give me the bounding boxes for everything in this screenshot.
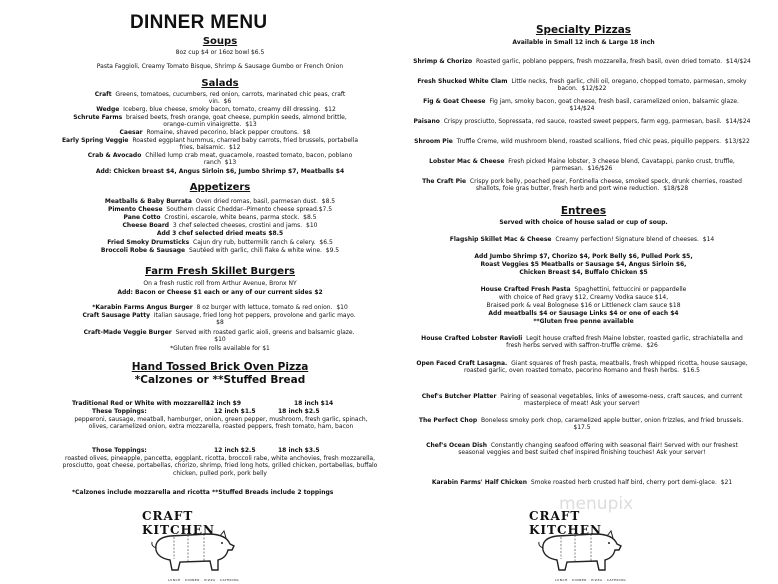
pizza-craft-pie: The Craft Pie Crispy pork belly, poached pear, Fontinella cheese, smoked speck, drunk cherries, roasted shallots, foie gras butter, fresh herb and port wine reduction. $18/$28	[422, 178, 742, 193]
craft-kitchen-logo	[128, 500, 258, 584]
specialty-sizes: Available in Small 12 inch & Large 18 inch	[512, 39, 655, 46]
app-broccoli-robe: Broccoli Robe & Sausage Sautéed with garlic, chili flake & white wine. $9.5	[100, 247, 340, 254]
salads-add-proteins: Add: Chicken breast $4, Angus Sirloin $6, Jumbo Shrimp $7, Meatballs $4	[95, 168, 345, 175]
pizza-these-18: 18 inch $2.5	[278, 408, 320, 415]
burger-veggie: Craft-Made Veggie Burger Served with roasted garlic aioli, greens and balsamic glaze. $10	[83, 329, 355, 344]
salad-schrute: Schrute Farms braised beets, fresh orange, goat cheese, pumpkin seeds, almond brittle, orange-cumin vinaigrette. $13	[73, 114, 347, 129]
pizza-lobster-mac: Lobster Mac & Cheese Fresh picked Maine lobster, 3 cheese blend, Cavatappi, panko crust, truffle, parmesan. $16/$26	[429, 158, 735, 173]
app-cheese-board: Cheese Board 3 chef selected cheeses, crostini and jams. $10	[122, 222, 318, 229]
flagship-add-1: Add Jumbo Shrimp $7, Chorizo $4, Pork Belly $6, Pulled Pork $5,	[474, 253, 693, 260]
burgers-heading: Farm Fresh Skillet Burgers	[145, 266, 295, 277]
pizza-those-18: 18 inch $3.5	[278, 447, 320, 454]
calzone-heading: *Calzones or **Stuffed Bread	[134, 374, 306, 386]
logo-tagline-right: LUNCH · DINNER · PIZZA · CATERING	[555, 578, 627, 582]
salad-crab-avocado: Crab & Avocado Chilled lump crab meat, guacamole, roasted tomato, bacon, poblano ranch $13	[87, 152, 353, 167]
salad-wedge: Wedge Iceberg, blue cheese, smoky bacon, tomato, creamy dill dressing. $12	[96, 106, 336, 113]
pizza-traditional-12: 12 inch $9	[206, 400, 242, 407]
entree-fresh-pasta: House Crafted Fresh Pasta Spaghettini, fettuccini or pappardelle	[480, 286, 687, 293]
pizza-toppings-list-2: roasted olives, pineapple, pancetta, eggplant, ricotta, broccoli rabe, white anchovies, fresh mozzarella, prosciutto, goat cheese, portabellas, chorizo, shrimp, fried long hots, grilled chicken, portabellas, buffalo chicken, pulled pork, pork belly	[62, 455, 378, 477]
menu-title: DINNER MENU	[130, 12, 268, 33]
pizza-these-toppings: These Toppings:	[92, 408, 147, 415]
entree-ocean-dish: Chef's Ocean Dish Constantly changing seafood offering with seasonal flair! Served with our freshest seasonal veggies and best suited chef inspired finishing touches! Ask your server!	[426, 442, 738, 457]
burger-karabin: *Karabin Farms Angus Burger 8 oz burger with lettuce, tomato & red onion. $10	[92, 304, 348, 311]
pizza-shroom: Shroom Pie Truffle Creme, wild mushroom blend, roasted scallions, fried chic peas, piquillo peppers. $13/$22	[414, 138, 750, 145]
salads-heading: Salads	[201, 78, 239, 89]
salad-caesar: Caesar Romaine, shaved pecorino, black pepper croutons. $8	[119, 129, 311, 136]
app-meatballs: Meatballs & Baby Burrata Oven dried romas, basil, parmesan dust. $8.5	[104, 198, 336, 205]
burger-sausage-patty: Craft Sausage Patty Italian sausage, fried long hot peppers, provolone and garlic mayo. $8	[82, 312, 356, 327]
logo-tagline: LUNCH · DINNER · PIZZA · CATERING	[168, 578, 240, 582]
watermark: menupix	[559, 494, 634, 514]
appetizers-heading: Appetizers	[189, 182, 251, 193]
pizza-shrimp-chorizo: Shrimp & Chorizo Roasted garlic, poblano peppers, fresh mozzarella, fresh basil, oven dried tomato. $14/$24	[413, 58, 751, 65]
pizza-these-12: 12 inch $1.5	[214, 408, 256, 415]
entree-flagship-mac: Flagship Skillet Mac & Cheese Creamy perfection! Signature blend of cheeses. $14	[449, 236, 715, 243]
entree-craft-lasagna: Open Faced Craft Lasagna. Giant squares of fresh pasta, meatballs, fresh whipped ricotta, house sausage, roasted garlic, oven roasted tomato, pecorino Romano and fresh herbs. $16.5	[416, 360, 748, 375]
pizza-heading: Hand Tossed Brick Oven Pizza	[131, 361, 309, 373]
craft-kitchen-logo-right	[519, 500, 649, 584]
flagship-add-3: Chicken Breast $4, Buffalo Chicken $5	[519, 269, 648, 276]
pizza-those-toppings: Those Toppings:	[92, 447, 147, 454]
pig-icon	[148, 528, 238, 574]
pizza-fig-goat-cheese: Fig & Goat Cheese Fig jam, smoky bacon, goat cheese, fresh basil, caramelized onion, balsamic glaze. $14/$24	[423, 98, 739, 113]
app-pimento: Pimento Cheese Southern classic Cheddar--Pimento cheese spread.$7.5	[107, 206, 333, 213]
logo-name-right: CRAFT KITCHEN	[529, 509, 602, 537]
stuffed-bread-note: **Stuffed Breads include 2 toppings	[212, 489, 334, 496]
flagship-add-2: Roast Veggies $5 Meatballs or Sausage $4, Angus Sirloin $6,	[480, 261, 687, 268]
entrees-heading: Entrees	[560, 205, 607, 217]
salad-craft: Craft Greens, tomatoes, cucumbers, red onion, carrots, marinated chic peas, craft vin. $6	[94, 91, 346, 106]
pizza-white-clam: Fresh Shucked White Clam Little necks, fresh garlic, chili oil, oregano, chopped tomato, parmesan, smoky bacon. $12/$22	[417, 78, 747, 93]
burgers-gluten-note: *Gluten free rolls available for $1	[170, 345, 270, 352]
pasta-sauces-2: Braised pork & veal Bolognese $16 or Littleneck clam sauce $18	[486, 302, 681, 309]
right-menu-panel	[389, 0, 778, 584]
soups-heading: Soups	[202, 36, 238, 47]
entree-half-chicken: Karabin Farms' Half Chicken Smoke roasted herb crusted half bird, cherry port demi-glace. $21	[431, 479, 733, 486]
salad-early-spring-veggie: Early Spring Veggie Roasted eggplant hummus, charred baby carrots, fried brussels, portabella fries, balsamic. $12	[61, 137, 359, 152]
pizza-those-12: 12 inch $2.5	[214, 447, 256, 454]
entree-butcher-platter: Chef's Butcher Platter Pairing of seasonal vegetables, links of awesome-ness, craft sauces, and current masterpiece of meat! Ask your server!	[421, 393, 743, 408]
app-pane-cotto: Pane Cotto Crostini, escarole, white beans, parma stock. $8.5	[123, 214, 317, 221]
pizza-paisano: Paisano Crispy prosciutto, Sopressata, red sauce, roasted sweet peppers, farm egg, parmesan, basil. $14/$24	[413, 118, 751, 125]
pizza-traditional-18: 18 inch $14	[294, 400, 334, 407]
pasta-add: Add meatballs $4 or Sausage Links $4 or one of each $4	[488, 310, 679, 317]
entrees-served-with: Served with choice of house salad or cup of soup.	[499, 219, 668, 226]
pizza-toppings-list-1: pepperoni, sausage, meatball, hamburger, onion, green pepper, mushroom, fresh garlic, spinach, olives, caramelized onion, extra mozzarella, roasted peppers, fresh tomato, ham, bacon	[74, 416, 368, 431]
soups-price: 8oz cup $4 or 16oz bowl $6.5	[175, 49, 265, 56]
specialty-pizzas-heading: Specialty Pizzas	[535, 24, 632, 36]
burgers-roll: On a fresh rustic roll from Arthur Avenue, Bronx NY	[143, 280, 297, 287]
burgers-add: Add: Bacon or Cheese $1 each or any of our current sides $2	[117, 289, 323, 296]
pasta-gluten-note: **Gluten free penne available	[533, 318, 634, 325]
entree-lobster-ravioli: House Crafted Lobster Ravioli Legit house crafted fresh Maine lobster, roasted garlic, strachiatella and fresh herbs served with saffron-truffle crème. $26	[421, 335, 743, 350]
calzone-note: *Calzones include mozzarella and ricotta	[72, 489, 210, 496]
logo-name: CRAFT KITCHEN	[142, 509, 215, 537]
app-add-meats: Add 3 chef selected dried meats $8.5	[156, 230, 284, 237]
pig-icon	[535, 528, 625, 574]
soups-list: Pasta Faggioli, Creamy Tomato Bisque, Shrimp & Sausage Gumbo or French Onion	[96, 63, 344, 70]
entree-perfect-chop: The Perfect Chop Boneless smoky pork chop, caramelized apple butter, onion frizzles, and fried brussels. $17.5	[418, 417, 744, 432]
pasta-sauces-1: with choice of Red gravy $12, Creamy Vodka sauce $14,	[498, 294, 669, 301]
pizza-traditional: Traditional Red or White with mozzarella	[72, 400, 210, 407]
app-drumsticks: Fried Smoky Drumsticks Cajun dry rub, buttermilk ranch & celery. $6.5	[107, 239, 333, 246]
